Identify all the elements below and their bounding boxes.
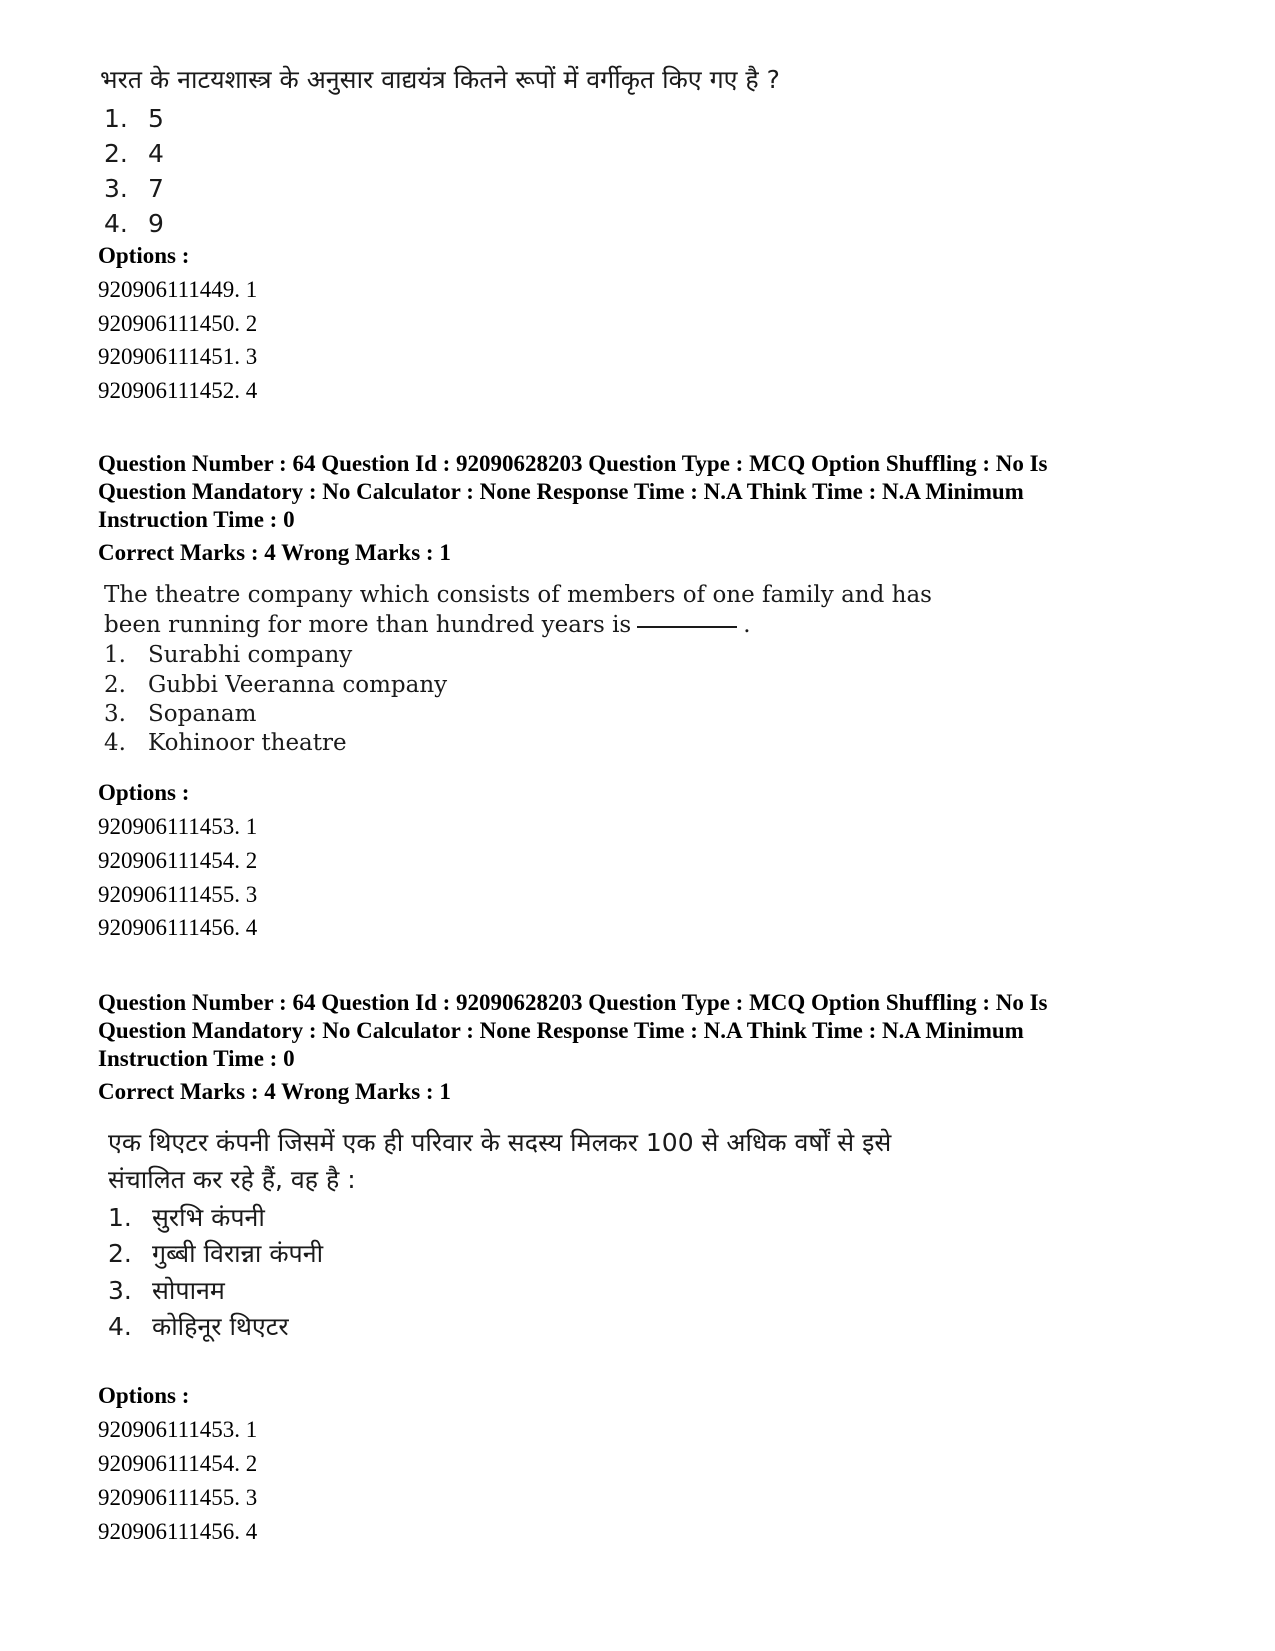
option-id: 920906111453. 1 — [98, 814, 258, 839]
question-header-line: Instruction Time : 0 — [98, 507, 295, 532]
choice-2 — [104, 672, 447, 698]
choice-number: 3. — [104, 701, 126, 727]
answer-blank — [637, 626, 737, 628]
option-id: 920906111455. 3 — [98, 882, 258, 907]
question-text: संचालित कर रहे हैं, वह है : — [108, 1165, 356, 1194]
choice-text: 4 — [148, 139, 164, 168]
choice-number: 2. — [104, 672, 126, 698]
choice-number: 4. — [104, 209, 128, 238]
choice-4 — [104, 209, 164, 238]
question-header-line: Question Number : 64 Question Id : 92090628203 Question Type : MCQ Option Shuffling : No Is — [98, 990, 1048, 1015]
options-label: Options : — [98, 1383, 190, 1408]
choice-3 — [104, 174, 164, 203]
question-image-q64-english — [104, 582, 932, 762]
question-header-line: Instruction Time : 0 — [98, 1046, 295, 1071]
options-label: Options : — [98, 243, 190, 268]
choice-2 — [108, 1236, 323, 1270]
choice-4 — [104, 730, 347, 756]
choice-text: Surabhi company — [148, 642, 353, 668]
choice-text: 9 — [148, 209, 164, 238]
choice-text: Gubbi Veeranna company — [148, 672, 448, 698]
option-id: 920906111456. 4 — [98, 1519, 258, 1544]
option-id: 920906111452. 4 — [98, 378, 258, 403]
choice-number: 3. — [108, 1276, 132, 1305]
choice-text: 5 — [148, 104, 164, 133]
question-text-part: been running for more than hundred years is — [104, 612, 632, 638]
choice-number: 4. — [104, 730, 126, 756]
choice-number: 2. — [104, 139, 128, 168]
option-id: 920906111455. 3 — [98, 1485, 258, 1510]
choice-text: गुब्बी विरान्ना कंपनी — [152, 1239, 324, 1268]
choice-number: 1. — [104, 104, 128, 133]
question-header-line: Question Number : 64 Question Id : 92090628203 Question Type : MCQ Option Shuffling : No Is — [98, 451, 1048, 476]
choice-3 — [108, 1273, 225, 1307]
question-header-line: Question Mandatory : No Calculator : None Response Time : N.A Think Time : N.A Minimum — [98, 479, 1024, 504]
question-image-q63 — [100, 62, 860, 247]
choice-2 — [104, 139, 164, 168]
choice-1 — [104, 104, 164, 133]
marks-line: Correct Marks : 4 Wrong Marks : 1 — [98, 1079, 451, 1104]
option-id: 920906111454. 2 — [98, 848, 258, 873]
choice-3 — [104, 701, 256, 727]
choice-1 — [104, 642, 352, 668]
option-id: 920906111451. 3 — [98, 344, 258, 369]
choice-1 — [108, 1200, 265, 1234]
choice-text: 7 — [148, 174, 164, 203]
option-id: 920906111454. 2 — [98, 1451, 258, 1476]
option-id: 920906111449. 1 — [98, 277, 258, 302]
choice-number: 2. — [108, 1239, 132, 1268]
choice-number: 1. — [104, 642, 126, 668]
marks-line: Correct Marks : 4 Wrong Marks : 1 — [98, 540, 451, 565]
question-text: एक थिएटर कंपनी जिसमें एक ही परिवार के सदस्य मिलकर 100 से अधिक वर्षों से इसे — [108, 1128, 892, 1157]
question-text-end: . — [743, 612, 751, 638]
question-text: The theatre company which consists of members of one family and has — [104, 582, 932, 608]
question-header-line: Question Mandatory : No Calculator : None Response Time : N.A Think Time : N.A Minimum — [98, 1018, 1024, 1043]
question-text — [104, 612, 751, 638]
choice-text: कोहिनूर थिएटर — [152, 1312, 289, 1341]
choice-text: Sopanam — [148, 701, 257, 727]
choice-number: 1. — [108, 1203, 132, 1232]
choice-text: सोपानम — [152, 1276, 225, 1305]
question-image-q64-hindi — [108, 1125, 938, 1350]
choice-number: 3. — [104, 174, 128, 203]
option-id: 920906111453. 1 — [98, 1417, 258, 1442]
question-text: भरत के नाटयशास्त्र के अनुसार वाद्ययंत्र कितने रूपों में वर्गीकृत किए गए है ? — [100, 65, 780, 94]
choice-number: 4. — [108, 1312, 132, 1341]
choice-4 — [108, 1309, 289, 1343]
option-id: 920906111456. 4 — [98, 915, 258, 940]
choice-text: Kohinoor theatre — [148, 730, 347, 756]
choice-text: सुरभि कंपनी — [152, 1203, 265, 1232]
options-label: Options : — [98, 780, 190, 805]
option-id: 920906111450. 2 — [98, 311, 258, 336]
